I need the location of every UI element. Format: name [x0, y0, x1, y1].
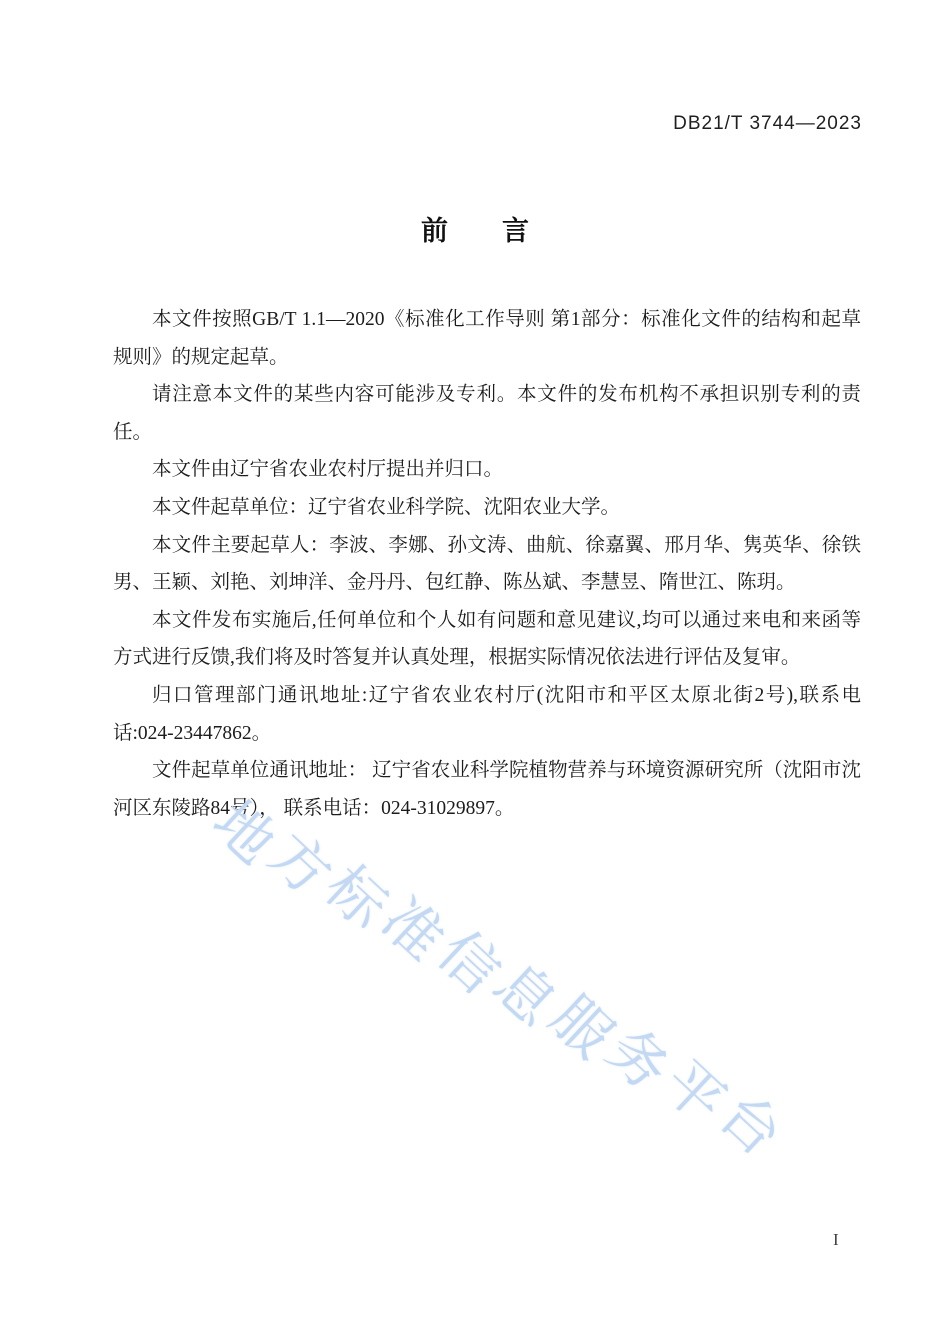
doc-number: DB21/T 3744—2023 [673, 113, 862, 134]
foreword-paragraph: 本文件由辽宁省农业农村厅提出并归口。 [152, 459, 504, 481]
watermark-text: 地方标准信息服务平台 [200, 788, 800, 1174]
foreword-body [113, 301, 861, 827]
foreword-paragraph: 本文件按照GB/T 1.1—2020《标准化工作导则 第1部分：标准化文件的结构和起草规则》的规定起草。 [113, 309, 861, 368]
page-number: I [833, 1230, 839, 1249]
foreword-paragraph: 归口管理部门通讯地址:辽宁省农业农村厅(沈阳市和平区太原北街2号),联系电话:024-23447862。 [113, 684, 861, 744]
foreword-paragraph: 请注意本文件的某些内容可能涉及专利。本文件的发布机构不承担识别专利的责任。 [113, 384, 861, 443]
foreword-paragraph: 本文件发布实施后,任何单位和个人如有问题和意见建议,均可以通过来电和来函等方式进行反馈,我们将及时答复并认真处理，根据实际情况依法进行评估及复审。 [113, 609, 861, 669]
foreword-paragraph: 文件起草单位通讯地址： 辽宁省农业科学院植物营养与环境资源研究所（沈阳市沈河区东陵路84号）， 联系电话：024-31029897。 [113, 760, 861, 819]
foreword-paragraph: 本文件主要起草人：李波、李娜、孙文涛、曲航、徐嘉翼、邢月华、隽英华、徐铁男、王颖、刘艳、刘坤洋、金丹丹、包红静、陈丛斌、李慧昱、隋世江、陈玥。 [113, 534, 861, 594]
foreword-paragraph: 本文件起草单位：辽宁省农业科学院、沈阳农业大学。 [152, 496, 621, 518]
foreword-title: 前 言 [421, 216, 529, 246]
